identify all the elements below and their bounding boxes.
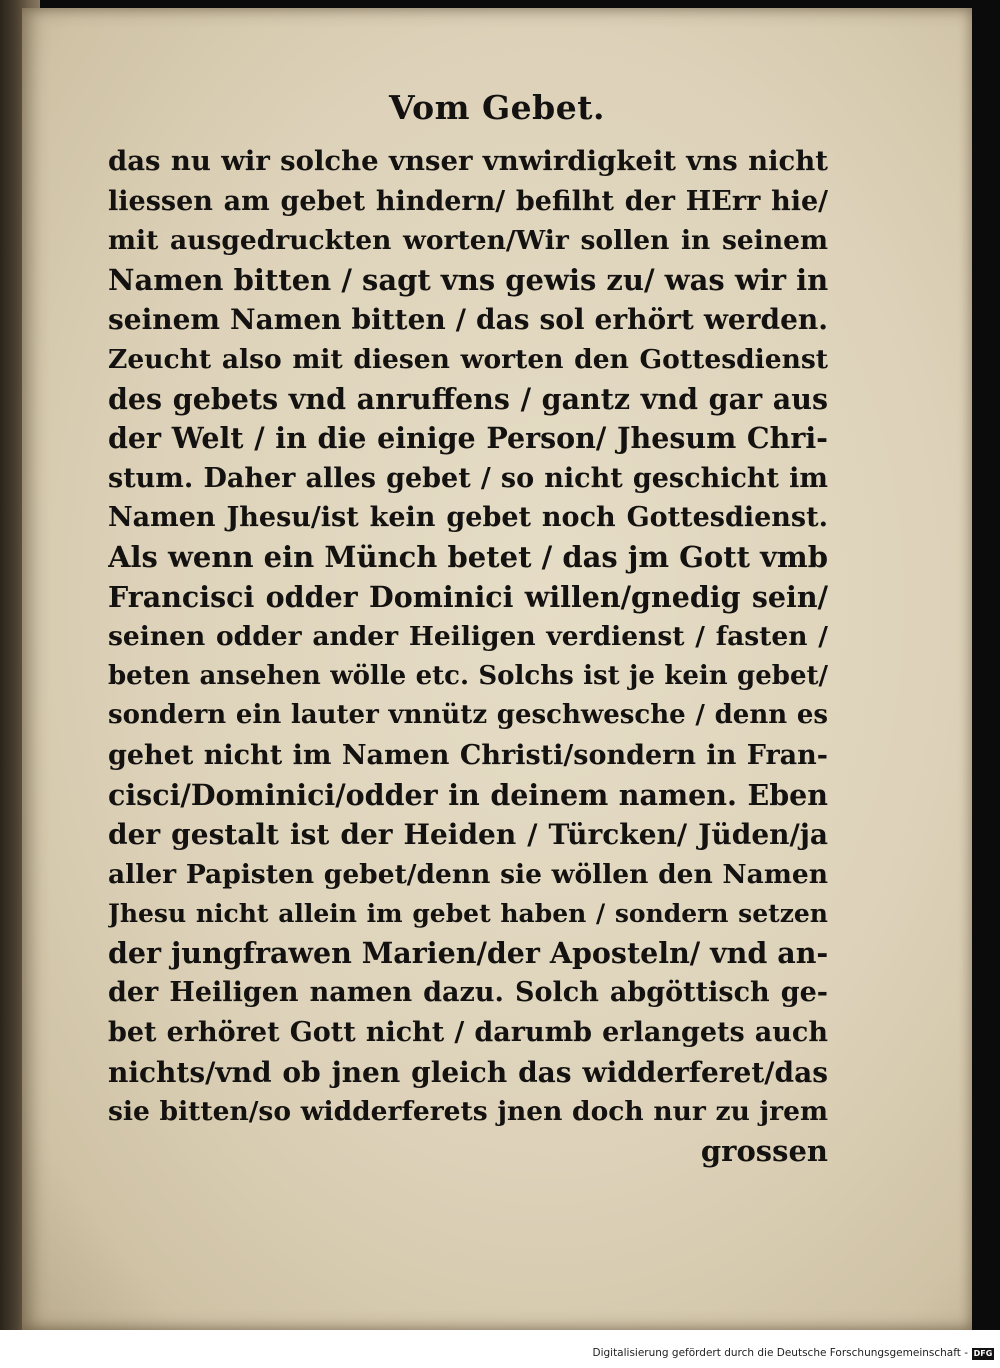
text-line: grossen: [700, 1133, 828, 1168]
text-line: bet erhöret Gott nicht / darumb erlangets auch: [108, 1017, 828, 1049]
funding-credit: Digitalisierung gefördert durch die Deutsche Forschungsgemeinschaft -: [592, 1347, 968, 1359]
text-line: Namen bitten / sagt vns gewis zu/ was wir in: [108, 262, 828, 297]
page-header: Vom Gebet.: [389, 88, 605, 127]
text-line: gehet nicht im Namen Christi/sondern in Fran-: [108, 739, 828, 771]
text-line: der Welt / in die einige Person/ Jhesum Chri-: [108, 421, 828, 456]
text-line: Zeucht also mit diesen worten den Gottesdienst: [108, 343, 828, 375]
text-line: Namen Jhesu/ist kein gebet noch Gottesdienst.: [108, 502, 828, 534]
text-line: Francisci odder Dominici willen/gnedig sein/: [108, 579, 828, 614]
text-line: das nu wir solche vnser vnwirdigkeit vns nicht: [108, 145, 828, 177]
text-line: des gebets vnd anruffens / gantz vnd gar aus: [108, 381, 828, 416]
footer-bar: [0, 1330, 1000, 1368]
text-line: beten ansehen wölle etc. Solchs ist je kein gebet/: [108, 660, 828, 691]
text-line: liessen am gebet hindern/ befilht der HErr hie/: [108, 185, 828, 217]
body-text: [108, 142, 828, 1171]
text-line: seinen odder ander Heiligen verdienst / fasten /: [108, 621, 828, 653]
text-line: cisci/Dominici/odder in deinem namen. Eben: [108, 777, 828, 812]
dfg-logo: DFG: [973, 1349, 993, 1358]
book-page: [22, 8, 972, 1330]
text-line: sondern ein lauter vnnütz geschwesche / denn es: [108, 700, 828, 731]
text-line: der jungfrawen Marien/der Aposteln/ vnd an-: [108, 935, 828, 970]
text-line: seinem Namen bitten / das sol erhört werden.: [108, 303, 828, 337]
text-line: aller Papisten gebet/denn sie wöllen den Namen: [108, 858, 828, 890]
text-line: sie bitten/so widderferets jnen doch nur zu jrem: [108, 1096, 828, 1128]
text-line: der Heiligen namen dazu. Solch abgöttisch ge-: [108, 977, 828, 1009]
text-line: der gestalt ist der Heiden / Türcken/ Jüden/ja: [108, 818, 828, 852]
text-line: stum. Daher alles gebet / so nicht geschicht im: [108, 462, 828, 494]
text-line: mit ausgedruckten worten/Wir sollen in seinem: [108, 225, 828, 257]
text-line: Jhesu nicht allein im gebet haben / sondern setzen: [108, 899, 828, 929]
text-line: nichts/vnd ob jnen gleich das widderferet/das: [108, 1055, 828, 1089]
text-line: Als wenn ein Münch betet / das jm Gott vmb: [108, 539, 828, 574]
